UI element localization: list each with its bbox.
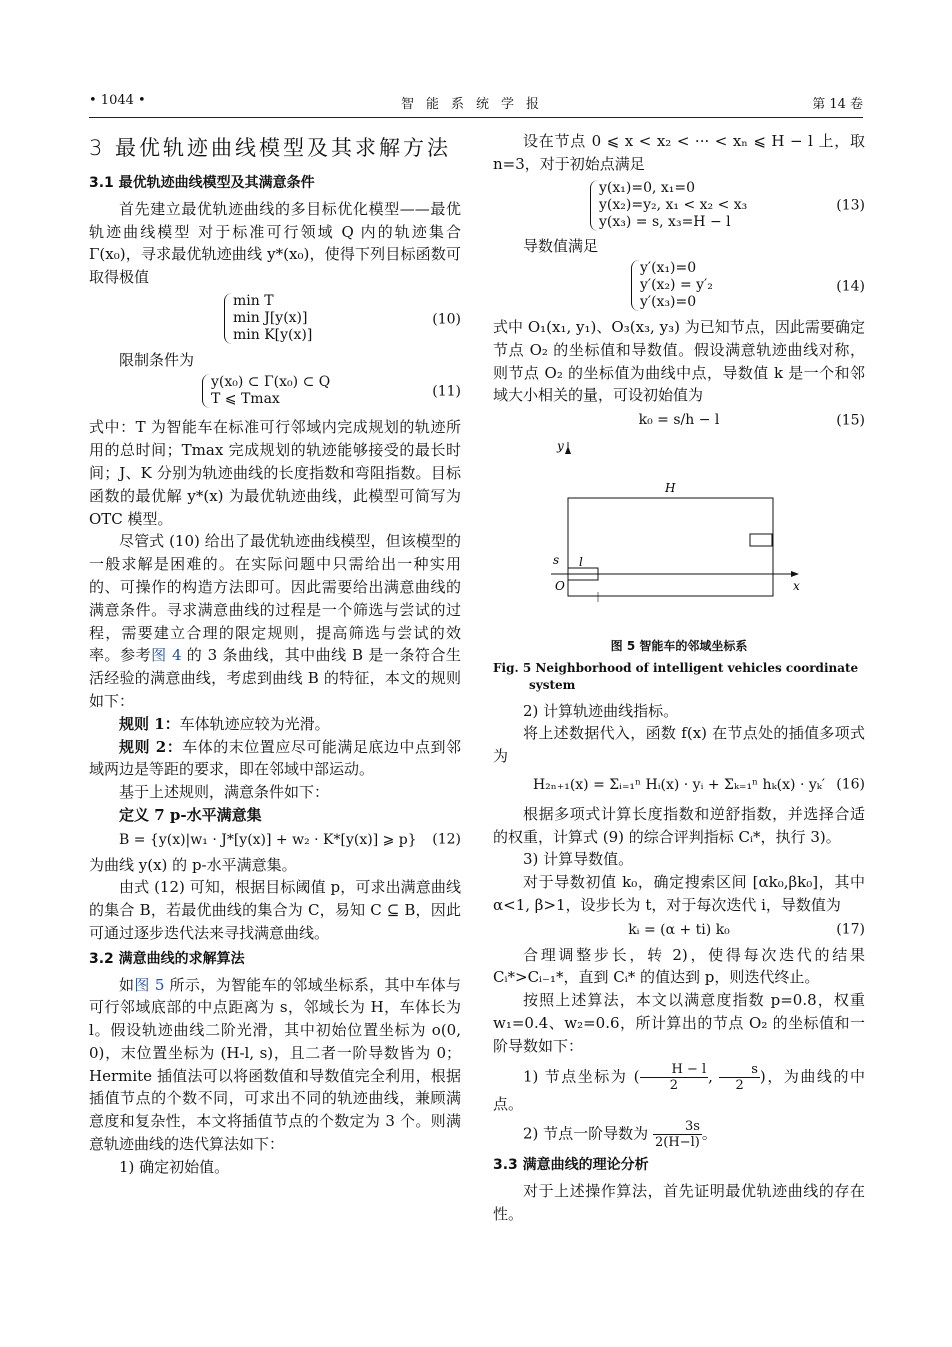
paragraph: 根据多项式计算长度指数和逆舒指数，并选择合适的权重，计算式 (9) 的综合评判指标 Cᵢ*，执行 3)。 [493, 804, 865, 846]
paragraph: 对于上述操作算法，首先证明最优轨迹曲线的存在性。 [493, 1182, 865, 1223]
eq-line: y′(x₂) = y′₂ [640, 277, 713, 294]
fraction: $\frac{3s}{2(H-l)}$ [653, 1119, 702, 1150]
x-label: x [793, 578, 800, 593]
rule-1 [89, 713, 461, 736]
subsection-3-2: 3.2 满意曲线的求解算法 [89, 950, 245, 967]
y-axis-arrow [565, 446, 571, 454]
equation-15 [493, 409, 865, 432]
h-label: H [665, 480, 676, 495]
eq-line: T ⩽ Tmax [211, 390, 280, 407]
s-label: s [553, 552, 560, 567]
paragraph: 设在节点 0 ⩽ x < x₂ < ··· < xₙ ⩽ H − l 上，取 n=3，对于初始点满足 [493, 132, 865, 173]
rule-text: 车体轨迹应较为光滑。 [179, 714, 330, 733]
journal-name: 智能系统学报 [400, 97, 551, 112]
neighborhood-rect [568, 498, 773, 596]
eq-line: y(x₂)=y₂, x₁ < x₂ < x₃ [599, 196, 748, 213]
volume-label: 第 14 卷 [812, 97, 863, 112]
paragraph [89, 974, 461, 1156]
equation-number: (16) [836, 776, 865, 793]
fraction: $\frac{H - l}{2}$ [640, 1062, 709, 1093]
eq-line: B = {y(x)|w₁ · J*[y(x)] + w₂ · K*[y(x)] ⩾ p} [119, 831, 417, 848]
rule-label: 规则 1： [119, 714, 180, 733]
figure-caption-en: Fig. 5 Neighborhood of intelligent vehicles coordinate system [493, 660, 859, 692]
header-rule [89, 117, 863, 118]
equation-13 [493, 180, 865, 234]
eq-line: y′(x₁)=0 [640, 260, 697, 277]
paragraph [89, 530, 461, 712]
paragraph: 导数值满足 [523, 237, 599, 256]
eq-line: min K[y(x)] [233, 326, 313, 343]
text: 1) 节点坐标为 [523, 1067, 628, 1086]
step-1: 1) 确定初始值。 [119, 1157, 230, 1176]
equation-10 [89, 293, 461, 347]
equation-number: (13) [836, 198, 865, 215]
paragraph: 限制条件为 [119, 350, 195, 369]
text: 所示，为智能车的邻域坐标系，其中车体与可行邻域底部的中点距离为 s，邻域长为 H，车体长为 l。假设轨迹曲线二阶光滑，其中初始位置坐标为 o(0, 0)，末位置坐标为 (H-l, s)，且二者一阶导数皆为 0；Hermite 插值法可以将函数值和导数值完全利用，根据插值节点的个数不同，可求出不同的轨迹曲线，兼顾满意度和复杂性，本文将插值节点的个数定为 3 个。则满意轨迹曲线的迭代算法如下： [89, 975, 461, 1154]
equation-14 [493, 260, 865, 314]
paragraph: 为曲线 y(x) 的 p-水平满意集。 [89, 855, 297, 874]
text: 。 [701, 1124, 717, 1143]
equation-system [202, 374, 330, 408]
y-label: y [557, 441, 564, 453]
paragraph: 按照上述算法，本文以满意度指数 p=0.8，权重 w₁=0.4、w₂=0.6，所计算出的节点 O₂ 的坐标值和一阶导数如下： [493, 991, 865, 1055]
step-2: 2) 计算轨迹曲线指标。 [523, 701, 679, 720]
eq-line: k₀ = s/h − l [638, 412, 720, 429]
text: 尽管式 (10) 给出了最优轨迹曲线模型，但该模型的一般求解是困难的。在实际问题中只需给出一种实用的、可操作的构造方法即可。因此需要给出满意曲线的满意条件。寻求满意曲线的过程是一个筛选与尝试的过程，需要建立合理的限定规则，提高筛选与尝试的效率。参考 [89, 532, 461, 665]
figure-4-link[interactable]: 图 4 [151, 646, 182, 665]
text: ，为曲线的中点。 [493, 1067, 865, 1113]
eq-line: y(x₁)=0, x₁=0 [599, 179, 696, 196]
paragraph: 基于上述规则，满意条件如下： [119, 783, 330, 802]
equation-system [631, 260, 713, 311]
equation-number: (10) [432, 311, 461, 328]
fraction: $\frac{s}{2}$ [719, 1062, 760, 1093]
l-label: l [579, 554, 583, 569]
paragraph: 将上述数据代入，函数 f(x) 在节点处的插值多项式为 [493, 724, 865, 766]
paragraph: 首先建立最优轨迹曲线的多目标优化模型——最优轨迹曲线模型 对于标准可行领域 Q 内的轨迹集合 Γ(x₀)，寻求最优轨迹曲线 y*(x₀)，使得下列目标函数可取得极值 [89, 199, 461, 287]
eq-line: H₂ₙ₊₁(x) = Σᵢ₌₁ⁿ Hᵢ(x) · yᵢ + Σₖ₌₁ⁿ hₖ(x) · yₖ′ [532, 776, 826, 793]
result-2 [493, 1119, 865, 1150]
result-1: 1) 节点坐标为 ( $\frac{H - l}{2}$, $\frac{s}{2}$)，为曲线的中点。 [493, 1061, 865, 1113]
eq-line: y(x₃) = s, x₃=H − l [599, 213, 731, 230]
right-column [493, 130, 865, 1226]
x-axis-arrow [791, 571, 799, 577]
left-column [89, 130, 461, 1179]
equation-11 [89, 374, 461, 411]
figure-caption-cn: 图 5 智能车的邻域坐标系 [610, 638, 748, 653]
eq-line: y′(x₃)=0 [640, 294, 697, 311]
equation-system [590, 180, 747, 231]
running-header [89, 93, 863, 115]
paragraph: 合理调整步长，转 2)，使得每次迭代的结果 Cᵢ*>Cᵢ₋₁*，直到 Cᵢ* 的值达到 p，则迭代终止。 [493, 945, 865, 987]
paragraph: 式中：T 为智能车在标准可行邻域内完成规划的轨迹所用的总时间；Tmax 完成规划的轨迹能够接受的最长时间；J、K 分别为轨迹曲线的长度指数和弯阻指数。目标函数的最优解 y*(x) 为最优轨迹曲线，此模型可简写为 OTC 模型。 [89, 418, 461, 528]
eq-line: kᵢ = (α + ti) k₀ [628, 921, 730, 938]
text: 如 [119, 975, 135, 994]
paragraph: 式中 O₁(x₁, y₁)、O₃(x₃, y₃) 为已知节点，因此需要确定节点 O₂ 的坐标值和导数值。假设满意轨迹曲线对称，则节点 O₂ 的坐标值为曲线中点，导数值 k 是一个和邻域大小相关的量，可设初始值为 [493, 317, 865, 405]
eq-line: y(x₀) ⊂ Γ(x₀) ⊂ Q [211, 373, 331, 390]
vehicle-end [750, 534, 772, 546]
equation-12 [89, 829, 461, 852]
subsection-3-1: 3.1 最优轨迹曲线模型及其满意条件 [89, 175, 315, 191]
equation-number: (14) [836, 278, 865, 295]
equation-number: (12) [432, 831, 461, 848]
equation-number: (17) [836, 921, 865, 938]
eq-line: min T [233, 292, 274, 309]
rule-2 [89, 736, 461, 782]
equation-number: (11) [432, 383, 461, 400]
subsection-3-3: 3.3 满意曲线的理论分析 [493, 1157, 649, 1174]
definition-label: 定义 7 p-水平满意集 [119, 805, 262, 824]
equation-number: (15) [836, 412, 865, 429]
equation-system [224, 293, 312, 344]
text: 的 3 条曲线，其中曲线 B 是一条符合生活经验的满意曲线，考虑到曲线 B 的特征，本文的规则如下： [89, 646, 461, 710]
section-title: 3 最优轨迹曲线模型及其求解方法 [89, 136, 452, 160]
figure-5-diagram [493, 442, 865, 622]
rule-label: 规则 2： [119, 737, 183, 756]
figure-5-link[interactable]: 图 5 [134, 975, 165, 994]
step-3: 3) 计算导数值。 [523, 850, 634, 869]
paragraph: 由式 (12) 可知，根据目标阈值 p，可求出满意曲线的集合 B，若最优曲线的集合为 C，易知 C ⊆ B，因此可通过逐步迭代法来寻找满意曲线。 [89, 878, 461, 942]
equation-17 [493, 919, 865, 942]
origin-label: O [555, 578, 565, 593]
page-number: • 1044 • [89, 93, 146, 108]
rule-text: 车体的末位置应尽可能满足底边中点到邻域两边是等距的要求，即在邻域中部运动。 [89, 737, 461, 779]
equation-16 [493, 774, 865, 797]
eq-line: min J[y(x)] [233, 309, 308, 326]
paragraph: 对于导数初值 k₀，确定搜索区间 [αk₀,βk₀]，其中 α<1, β>1，设步长为 t，对于每次迭代 i，导数值为 [493, 873, 865, 914]
text: 2) 节点一阶导数为 [523, 1124, 649, 1143]
definition-7 [89, 804, 461, 827]
